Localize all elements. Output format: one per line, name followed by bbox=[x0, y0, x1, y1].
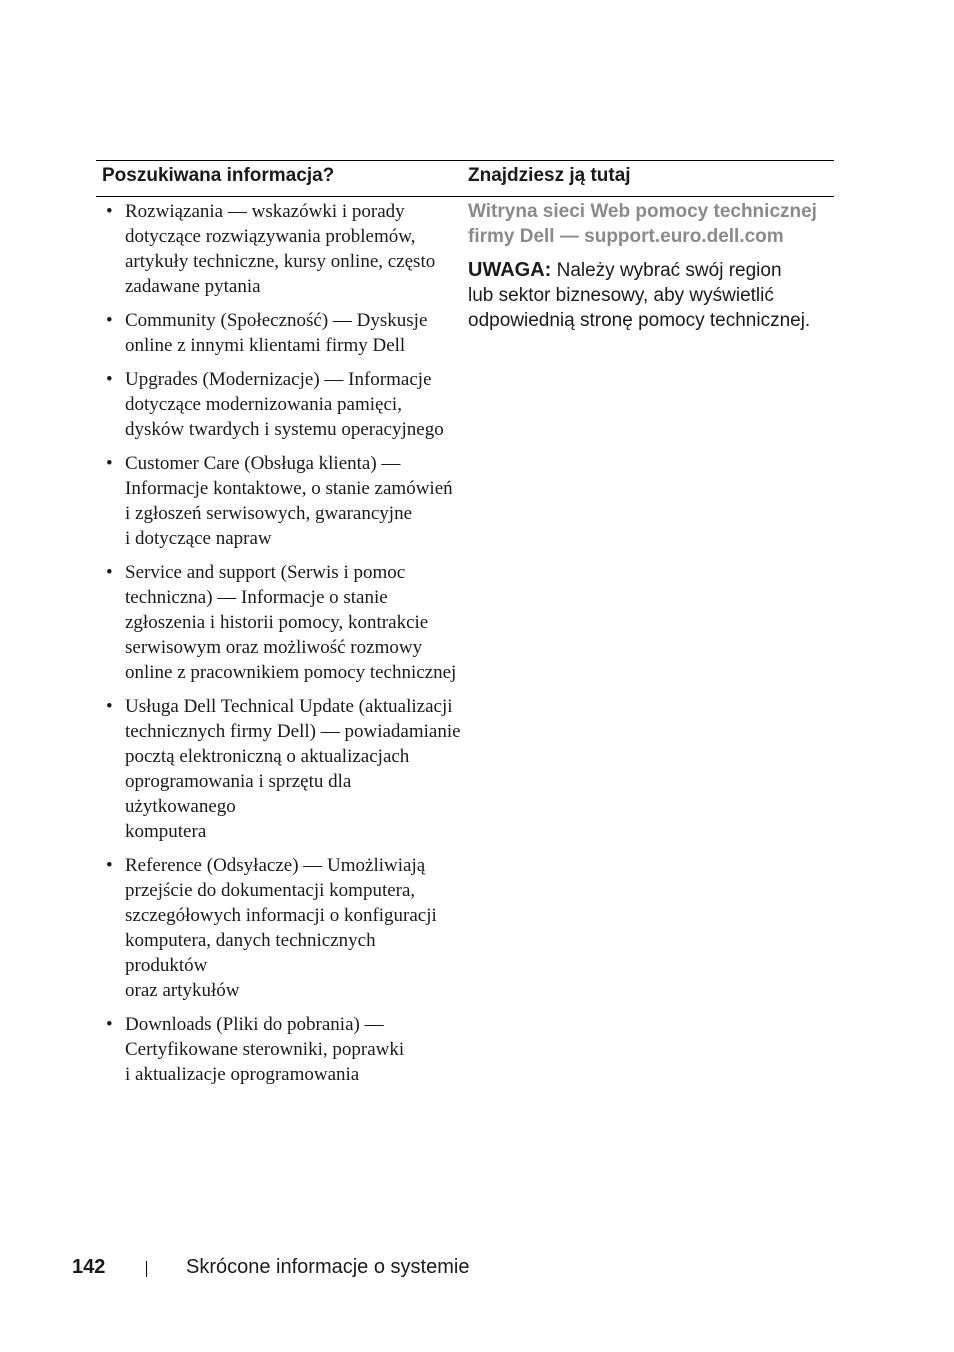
list-item: • Usługa Dell Technical Update (aktualizacji technicznych firmy Dell) — powiadamianie pocztą elektroniczną o aktualizacjach oprogramowania i sprzętu dla użytkowanego komputera bbox=[106, 696, 461, 842]
table-header bbox=[96, 160, 834, 197]
list-item: • Upgrades (Modernizacje) — Informacje dotyczące modernizowania pamięci, dysków twardych i systemu operacyjnego bbox=[106, 369, 444, 440]
page-number: 142 bbox=[72, 1256, 106, 1278]
sources-column bbox=[468, 199, 834, 333]
bullet-icon: • bbox=[106, 369, 113, 390]
list-item: • Service and support (Serwis i pomoc techniczna) — Informacje o stanie zgłoszenia i historii pomocy, kontrakcie serwisowym oraz możliwość rozmowy online z pracownikiem pomocy technicznej bbox=[106, 562, 457, 683]
header-col-find-it-here: Znajdziesz ją tutaj bbox=[468, 165, 631, 186]
bullet-icon: • bbox=[106, 310, 113, 331]
list-item: • Customer Care (Obsługa klienta) — Informacje kontaktowe, o stanie zamówień i zgłoszeń serwisowych, gwarancyjne i dotyczące napraw bbox=[106, 453, 453, 549]
header-col-looking-for: Poszukiwana informacja? bbox=[102, 165, 335, 186]
bullet-icon: • bbox=[106, 562, 113, 583]
note-paragraph: UWAGA: Należy wybrać swój region lub sektor biznesowy, aby wyświetlić odpowiednią stronę pomocy technicznej. bbox=[468, 259, 811, 331]
info-table bbox=[96, 160, 834, 1085]
page-footer bbox=[0, 1256, 954, 1284]
topics-column bbox=[96, 199, 461, 1096]
list-item: • Rozwiązania — wskazówki i porady dotyczące rozwiązywania problemów, artykuły techniczne, kursy online, często zadawane pytania bbox=[106, 201, 436, 297]
bullet-icon: • bbox=[106, 1014, 113, 1035]
bullet-icon: • bbox=[106, 201, 113, 222]
support-website-link[interactable]: Witryna sieci Web pomocy technicznej firmy Dell — support.euro.dell.com bbox=[468, 201, 817, 247]
topics-list bbox=[96, 199, 461, 1087]
list-item: • Reference (Odsyłacze) — Umożliwiają przejście do dokumentacji komputera, szczegółowych informacji o konfiguracji komputera, danych technicznych produktów oraz artykułów bbox=[106, 855, 437, 1001]
bullet-icon: • bbox=[106, 453, 113, 474]
bullet-icon: • bbox=[106, 696, 113, 717]
note-label: UWAGA: bbox=[468, 259, 552, 281]
list-item: • Community (Społeczność) — Dyskusje online z innymi klientami firmy Dell bbox=[106, 310, 428, 356]
footer-divider bbox=[146, 1261, 147, 1277]
list-item: • Downloads (Pliki do pobrania) — Certyfikowane sterowniki, poprawki i aktualizacje oprogramowania bbox=[106, 1014, 405, 1085]
section-title: Skrócone informacje o systemie bbox=[186, 1256, 470, 1278]
bullet-icon: • bbox=[106, 855, 113, 876]
